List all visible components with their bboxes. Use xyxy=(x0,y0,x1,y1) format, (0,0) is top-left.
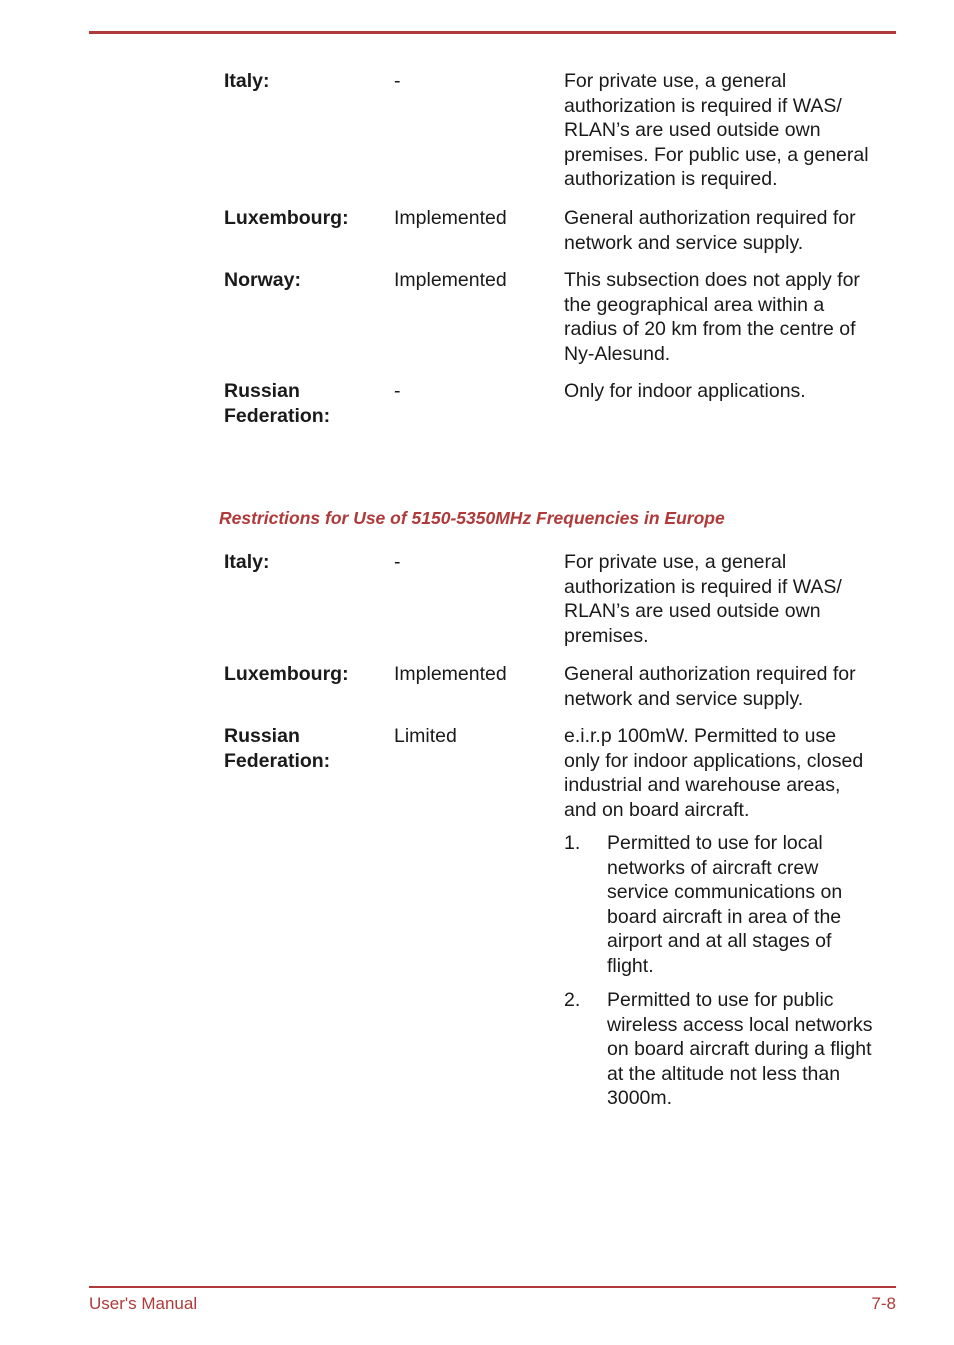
footer-manual-title: User's Manual xyxy=(89,1294,198,1313)
list-number: 2. xyxy=(564,989,581,1011)
table-row xyxy=(224,662,904,724)
note-cell: General authorization required for network and service supply. xyxy=(564,663,856,710)
status-cell: - xyxy=(394,551,401,573)
table-row xyxy=(224,724,904,1121)
restrictions-table-2 xyxy=(224,550,904,1121)
country-cell: Italy: xyxy=(224,551,270,573)
note-cell: e.i.r.p 100mW. Permitted to use only for indoor applications, closed industrial and warehouse areas, and on board aircraft. 1. Permitted to use for local networks of aircraft crew service communications on board aircraft in area of the airport and at all stages of flight. 2. Permitted to use for public wireless access local networks on board aircraft during a flight at the altitude not less than 3000m. xyxy=(564,724,894,1121)
country-cell: Norway: xyxy=(224,269,301,291)
header-rule xyxy=(89,31,896,34)
numbered-list xyxy=(564,831,894,1111)
status-cell: Limited xyxy=(394,725,457,747)
restrictions-table-1 xyxy=(224,69,904,428)
section-heading: Restrictions for Use of 5150-5350MHz Frequencies in Europe xyxy=(219,508,725,528)
table-row xyxy=(224,379,904,428)
status-cell: Implemented xyxy=(394,663,507,685)
status-cell: - xyxy=(394,380,401,402)
note-cell: For private use, a general authorization is required if WAS/ RLAN’s are used outside own premises. xyxy=(564,551,842,647)
table-row xyxy=(224,268,904,379)
list-text: Permitted to use for local networks of aircraft crew service communications on board aircraft in area of the airport and at all stages of flight. xyxy=(607,832,843,977)
table-row xyxy=(224,206,904,268)
list-number: 1. xyxy=(564,832,581,854)
status-cell: - xyxy=(394,70,401,92)
country-cell: Luxembourg: xyxy=(224,207,349,229)
note-cell: General authorization required for network and service supply. xyxy=(564,207,856,254)
note-cell: Only for indoor applications. xyxy=(564,380,806,402)
note-cell: For private use, a general authorization is required if WAS/ RLAN’s are used outside own premises. For public use, a general authorization is required. xyxy=(564,70,869,190)
table-row xyxy=(224,69,904,206)
list-item xyxy=(564,831,894,978)
country-cell: Luxembourg: xyxy=(224,663,349,685)
list-text: Permitted to use for public wireless access local networks on board aircraft during a flight at the altitude not less than 3000m. xyxy=(607,989,873,1109)
status-cell: Implemented xyxy=(394,269,507,291)
footer-rule xyxy=(89,1286,896,1288)
list-item xyxy=(564,988,894,1111)
country-cell: Italy: xyxy=(224,70,270,92)
country-cell: Russian Federation: xyxy=(224,380,331,427)
country-cell: Russian Federation: xyxy=(224,725,331,772)
footer-page-number: 7-8 xyxy=(871,1294,896,1313)
status-cell: Implemented xyxy=(394,207,507,229)
note-cell: This subsection does not apply for the geographical area within a radius of 20 km from the centre of Ny-Alesund. xyxy=(564,269,860,365)
table-row xyxy=(224,550,904,662)
